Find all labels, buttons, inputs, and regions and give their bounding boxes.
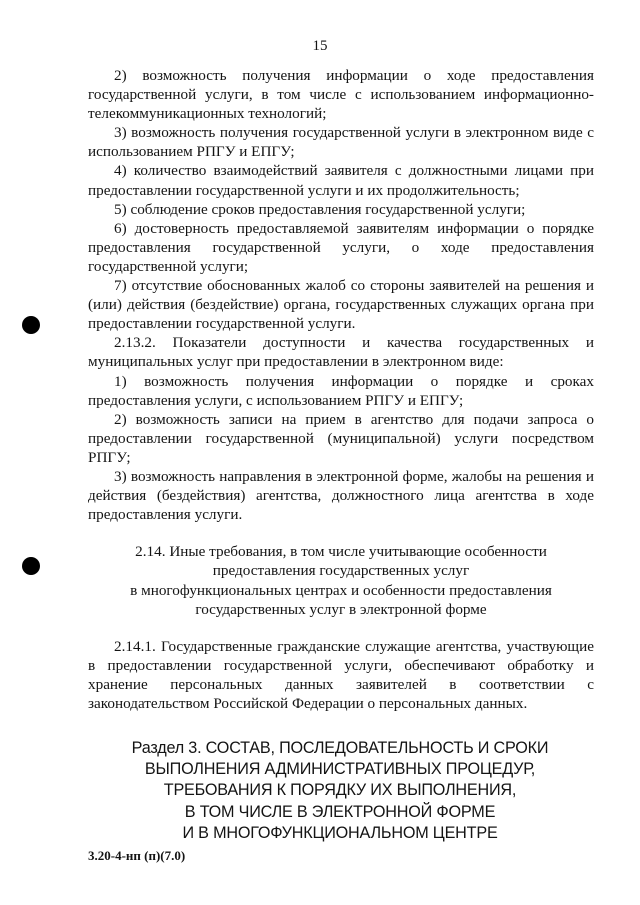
list-item: 3) возможность получения государственной услуги в электронном виде с использованием РПГУ и ЕПГУ; — [88, 124, 594, 161]
list-item: 4) количество взаимодействий заявителя с должностными лицами при предоставлении государственной услуги и их продолжительность; — [88, 162, 594, 199]
section-3-title — [120, 738, 560, 844]
list-item: 7) отсутствие обоснованных жалоб со стороны заявителей на решения и (или) действия (бездействие) органа, государственных служащих органа при предоставлении государственной услуги. — [88, 277, 594, 333]
page-number: 15 — [312, 38, 328, 54]
list-item: 2) возможность получения информации о ходе предоставления государственной услуги, в том числе с использованием информационно-телекоммуникационных технологий; — [88, 67, 594, 123]
section-title-line: И В МНОГОФУНКЦИОНАЛЬНОМ ЦЕНТРЕ — [182, 823, 498, 842]
punch-hole-mark — [22, 316, 40, 334]
punch-hole-mark — [22, 557, 40, 575]
section-title-line: Раздел 3. СОСТАВ, ПОСЛЕДОВАТЕЛЬНОСТЬ И СРОКИ — [131, 739, 549, 757]
list-item: 1) возможность получения информации о порядке и сроках предоставления услуги, с использованием РПГУ и ЕПГУ; — [88, 372, 594, 409]
heading-2-14 — [88, 542, 594, 620]
section-title-line: ВЫПОЛНЕНИЯ АДМИНИСТРАТИВНЫХ ПРОЦЕДУР, — [144, 760, 536, 779]
heading-line: государственных услуг в электронной форме — [195, 601, 487, 619]
criteria-list — [88, 66, 594, 524]
list-item: 6) достоверность предоставляемой заявителям информации о порядке предоставления государственной услуги, о ходе предоставления государственной услуги; — [88, 219, 594, 275]
heading-line: в многофункциональных центрах и особенности предоставления — [130, 581, 552, 599]
heading-line: предоставления государственных услуг — [212, 562, 470, 580]
section-title-line: В ТОМ ЧИСЛЕ В ЭЛЕКТРОННОЙ ФОРМЕ — [184, 802, 496, 821]
list-item: 2) возможность записи на прием в агентство для подачи запроса о предоставлении государственной (муниципальной) услуги посредством РПГУ; — [88, 410, 594, 466]
document-code: 3.20-4-нп (п)(7.0) — [88, 848, 186, 863]
paragraph-2-14-1 — [88, 637, 594, 713]
heading-line: 2.14. Иные требования, в том числе учитывающие особенности — [135, 543, 547, 560]
list-item: 5) соблюдение сроков предоставления государственной услуги; — [114, 200, 526, 218]
section-title-line: ТРЕБОВАНИЯ К ПОРЯДКУ ИХ ВЫПОЛНЕНИЯ, — [163, 781, 517, 800]
list-item: 3) возможность направления в электронной форме, жалобы на решения и действия (бездействия) агентства, должностного лица агентства в ходе предоставления услуги. — [88, 467, 594, 524]
subsection-2-13-2: 2.13.2. Показатели доступности и качества государственных и муниципальных услуг при предоставлении в электронном виде: — [88, 334, 594, 371]
paragraph-text: 2.14.1. Государственные гражданские служащие агентства, участвующие в предоставлении государственной услуги, обеспечивают обработку и хранение персональных данных заявителей в соответствии с законодательством Российской Федерации о персональных данных. — [88, 638, 594, 713]
